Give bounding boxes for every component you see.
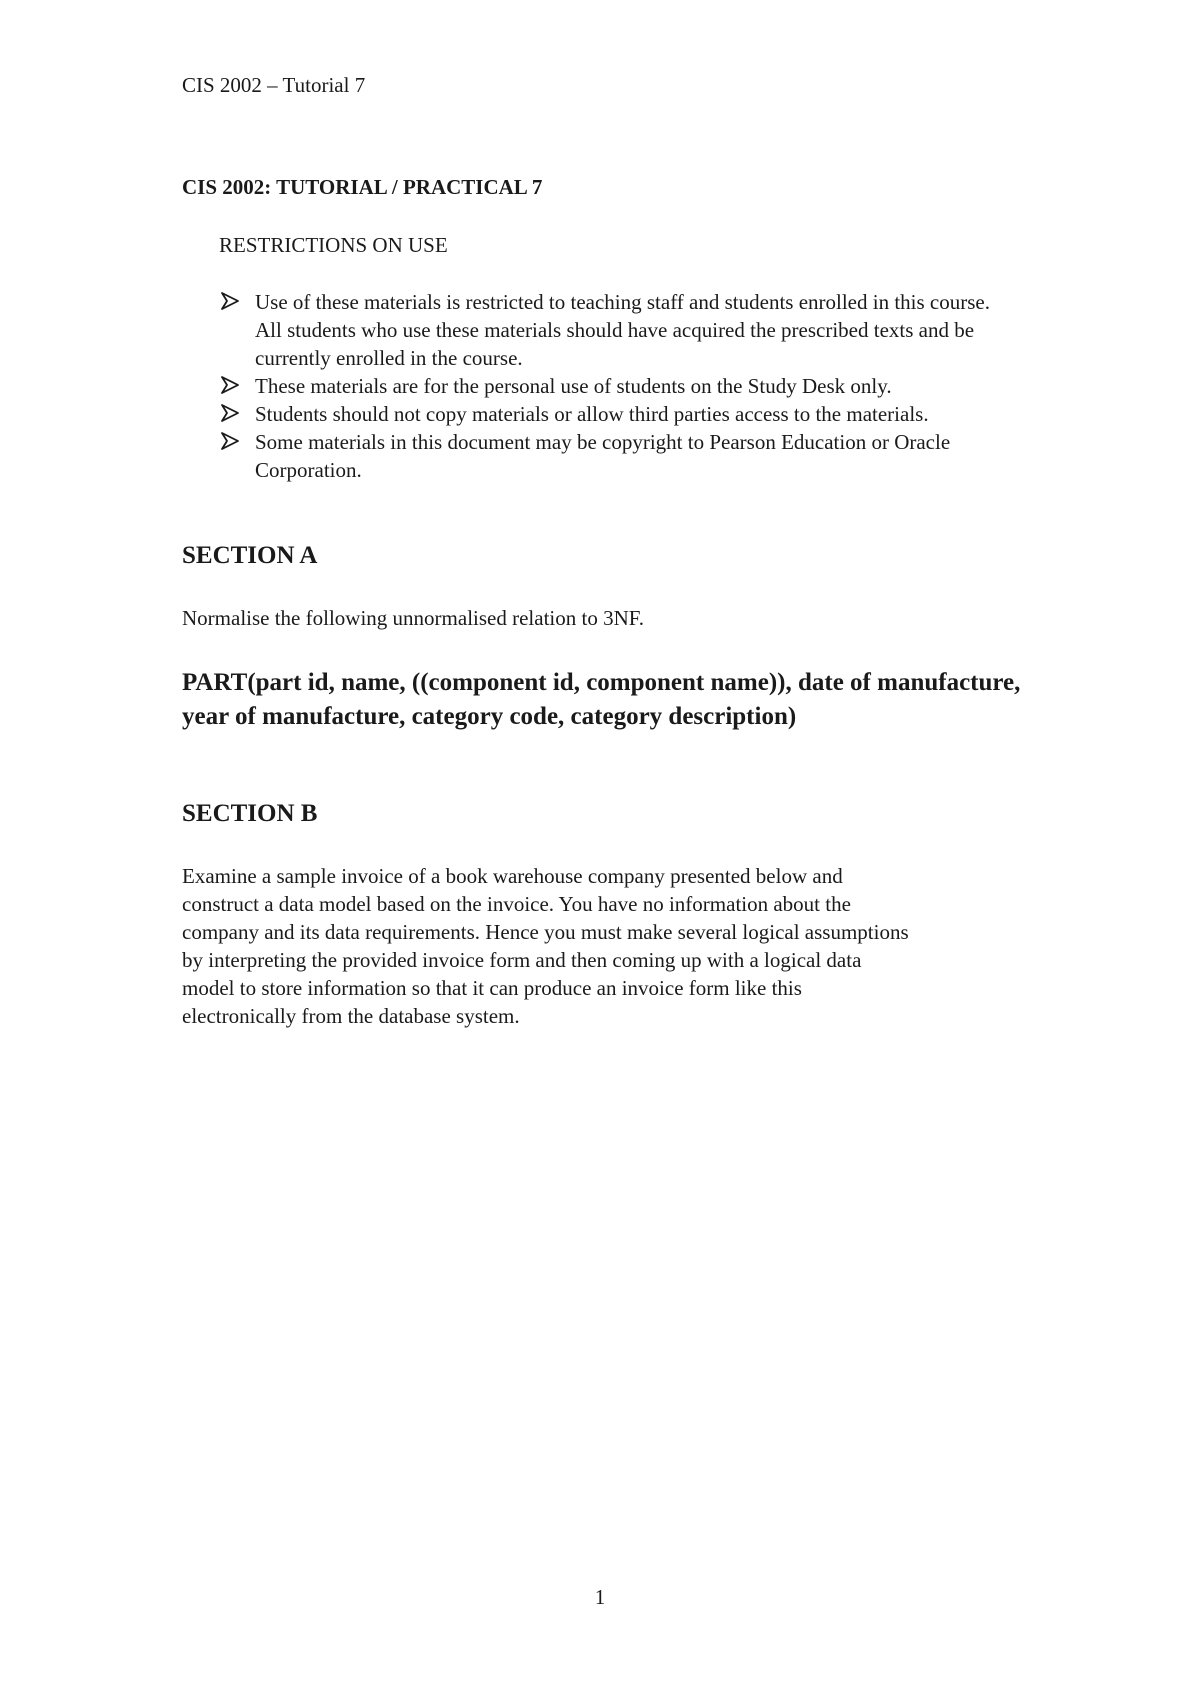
restriction-item — [219, 428, 1019, 484]
arrowhead-bullet-icon — [219, 290, 241, 312]
restriction-item — [219, 372, 1019, 400]
restriction-item — [219, 288, 1019, 372]
restriction-item — [219, 400, 1019, 428]
arrowhead-bullet-icon — [219, 374, 241, 396]
paragraph-line: Examine a sample invoice of a book warehouse company presented below and — [182, 864, 843, 888]
restriction-item-text: These materials are for the personal use of students on the Study Desk only. — [255, 374, 892, 398]
section-b-paragraph — [182, 862, 1042, 1030]
page-number: 1 — [594, 1585, 606, 1609]
paragraph-line: model to store information so that it can produce an invoice form like this — [182, 976, 802, 1000]
running-header: CIS 2002 – Tutorial 7 — [182, 73, 366, 97]
restriction-item-text: Students should not copy materials or allow third parties access to the materials. — [255, 402, 929, 426]
paragraph-line: electronically from the database system. — [182, 1004, 520, 1028]
paragraph-line: company and its data requirements. Hence you must make several logical assumptions — [182, 920, 909, 944]
arrowhead-bullet-icon — [219, 402, 241, 424]
paragraph-line: construct a data model based on the invoice. You have no information about the — [182, 892, 851, 916]
restrictions-heading: RESTRICTIONS ON USE — [219, 233, 448, 257]
arrowhead-bullet-icon — [219, 430, 241, 452]
paragraph-line: by interpreting the provided invoice form and then coming up with a logical data — [182, 948, 862, 972]
unnormalised-relation: PART(part id, name, ((component id, component name)), date of manufacture, year of manufacture, category code, category description) — [182, 669, 1021, 730]
section-a-heading: SECTION A — [182, 542, 318, 569]
restriction-item-text: Some materials in this document may be copyright to Pearson Education or Oracle Corporation. — [255, 430, 951, 482]
restrictions-list — [219, 288, 1019, 484]
section-b-heading: SECTION B — [182, 800, 318, 827]
section-a-instruction: Normalise the following unnormalised relation to 3NF. — [182, 606, 644, 630]
restriction-item-text: Use of these materials is restricted to teaching staff and students enrolled in this course. All students who use these materials should have acquired the prescribed texts and be currently enrolled in the course. — [255, 290, 990, 370]
document-title: CIS 2002: TUTORIAL / PRACTICAL 7 — [182, 175, 543, 199]
